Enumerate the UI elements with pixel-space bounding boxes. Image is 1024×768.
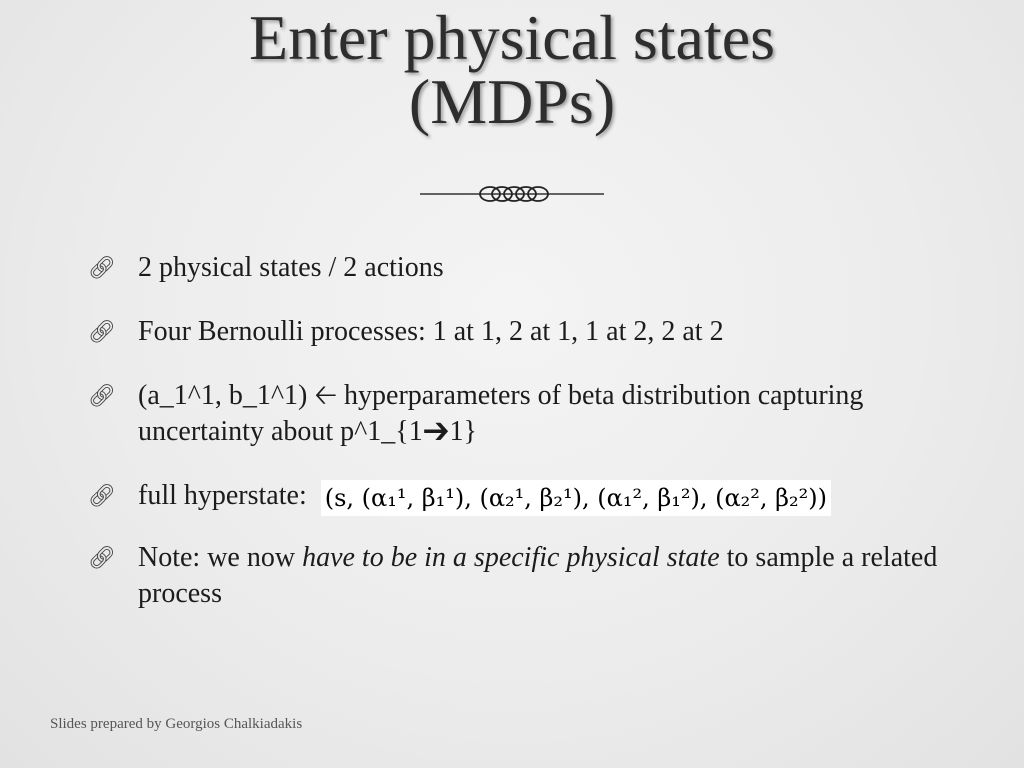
hyperstate-equation [321,480,831,516]
bullet-text-part: 1} [449,416,477,447]
bullet-text [138,540,948,612]
bullet-text-part: to sample a related process [138,541,938,609]
right-arrow-icon: ➔ [422,416,450,447]
bullet-text-part: full hyperstate: [138,480,307,511]
equation-text: (s, (α₁¹, β₁¹), (α₂¹, β₂¹), (α₁², β₁²), (α₂², β₂²)) [324,483,828,512]
link-icon: 🔗︎ [88,544,116,570]
link-icon: 🔗︎ [88,319,116,344]
bullet-item [88,250,948,286]
bullet-text [138,478,948,516]
link-icon: 🔗︎ [88,383,116,408]
bullet-text: 2 physical states / 2 actions [138,252,444,283]
bullet-text-part: hyperparameters of beta distribution capturing uncertainty about p^1_{1 [138,380,864,447]
bullet-item [88,378,948,450]
bullet-item [88,314,948,350]
left-arrow-icon: 🡠 [314,380,338,411]
bullet-item [88,478,948,516]
bullet-item [88,540,948,612]
bullet-text-part: Note: we now [138,541,303,573]
bullet-list [88,250,948,640]
footer-credit: Slides prepared by Georgios Chalkiadakis [50,716,303,732]
title-line-1: Enter physical states [248,2,776,73]
link-icon: 🔗︎ [88,483,116,508]
bullet-text-part: (a_1^1, b_1^1) [138,380,315,411]
link-icon: 🔗︎ [88,255,116,280]
title-line-2: (MDPs) [408,66,616,137]
bullet-text: Four Bernoulli processes: 1 at 1, 2 at 1, 1 at 2, 2 at 2 [138,316,724,347]
bullet-text-italic: have to be in a specific physical state [302,541,720,573]
bullet-text [138,378,948,450]
slide-title [0,2,1024,137]
flourish-divider [420,180,604,208]
